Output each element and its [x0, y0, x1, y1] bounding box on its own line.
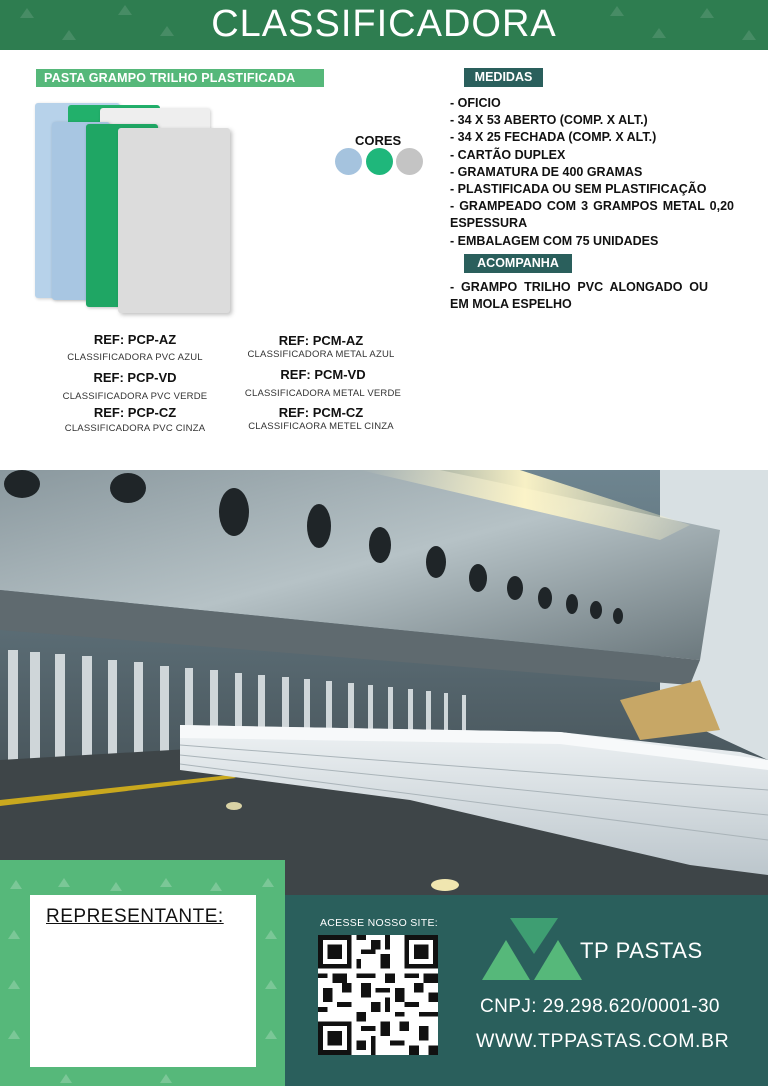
color-swatch-blue [335, 148, 362, 175]
page-title: CLASSIFICADORA [211, 3, 557, 45]
folder-gray-front [118, 128, 230, 313]
site-url[interactable]: WWW.TPPASTAS.COM.BR [476, 1030, 730, 1052]
spec-item: - GRAMATURA DE 400 GRAMAS [450, 164, 643, 179]
reference-pcm-vd [236, 367, 410, 399]
reference-pcp-vd [50, 370, 220, 402]
reference-pcm-cz [236, 405, 406, 432]
qr-code[interactable] [318, 935, 438, 1055]
spec-item: - EMBALAGEM COM 75 UNIDADES [450, 233, 659, 248]
reference-description: CLASSIFICADORA METAL AZUL [247, 349, 395, 360]
spec-item: - PLASTIFICADA OU SEM PLASTIFICAÇÃO [450, 182, 707, 197]
acompanha-text: - GRAMPO TRILHO PVC ALONGADO OU EM MOLA ESPELHO [450, 280, 708, 312]
cnpj-text: CNPJ: 29.298.620/0001-30 [480, 996, 720, 1017]
folders-image [30, 100, 240, 318]
spec-item: - CARTÃO DUPLEX [450, 147, 566, 162]
reference-code: REF: PCM-AZ [278, 333, 364, 348]
specs-list [450, 95, 734, 250]
acompanha-label: ACOMPANHA [464, 254, 572, 273]
reference-code: REF: PCP-VD [93, 370, 177, 385]
reference-code: REF: PCM-CZ [278, 405, 364, 420]
medidas-label: MEDIDAS [464, 68, 543, 87]
reference-pcm-az [236, 333, 406, 360]
reference-code: REF: PCP-AZ [93, 332, 177, 347]
reference-description: CLASSIFICAORA METEL CINZA [248, 421, 394, 432]
colors-label: CORES [355, 133, 402, 148]
reference-description: CLASSIFICADORA PVC AZUL [67, 352, 203, 363]
header-banner [0, 0, 768, 50]
spec-item: - 34 X 25 FECHADA (COMP. X ALT.) [450, 130, 657, 145]
reference-description: CLASSIFICADORA METAL VERDE [244, 388, 402, 399]
representante-title: REPRESENTANTE: [46, 906, 224, 927]
spec-item: - GRAMPEADO COM 3 GRAMPOS METAL 0,20 ESPESSURA [450, 199, 734, 231]
reference-pcp-az [50, 332, 220, 363]
spec-item: - 34 X 53 ABERTO (COMP. X ALT.) [450, 113, 648, 128]
reference-code: REF: PCM-VD [280, 367, 366, 382]
color-swatch-gray [396, 148, 423, 175]
reference-description: CLASSIFICADORA PVC CINZA [64, 423, 206, 434]
reference-description: CLASSIFICADORA PVC VERDE [62, 391, 208, 402]
tp-pastas-logo [482, 918, 582, 982]
color-swatch-green [366, 148, 393, 175]
reference-pcp-cz [50, 405, 220, 434]
factory-photo [0, 470, 768, 895]
spec-item: - OFICIO [450, 96, 501, 110]
brand-name: TP PASTAS [580, 938, 703, 963]
reference-code: REF: PCP-CZ [93, 405, 177, 420]
product-tag: PASTA GRAMPO TRILHO PLASTIFICADA [36, 69, 324, 87]
site-label: ACESSE NOSSO SITE: [320, 917, 439, 929]
